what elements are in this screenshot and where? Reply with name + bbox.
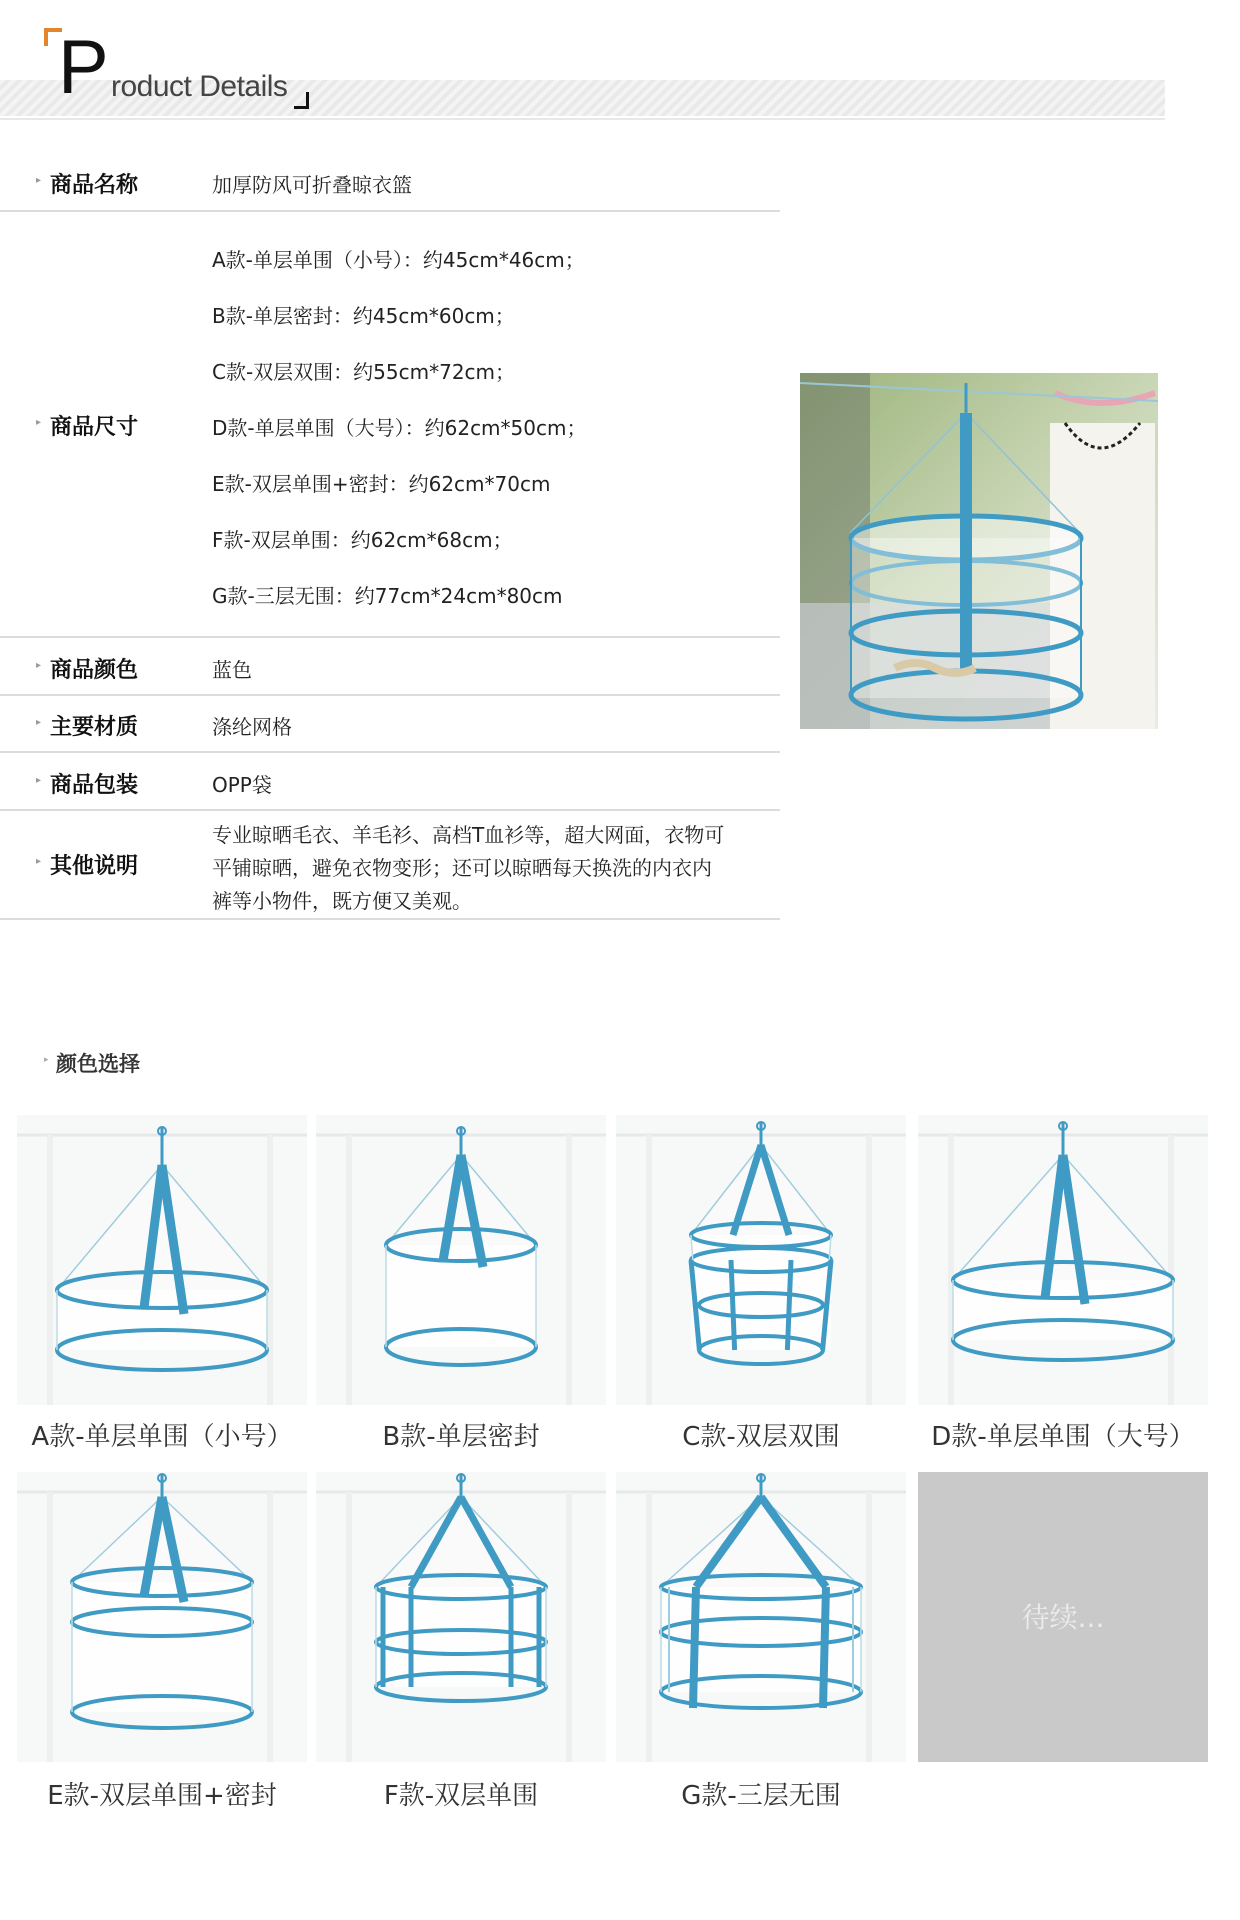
variant-a-image[interactable]	[17, 1115, 307, 1405]
note-line: 裤等小物件，既方便又美观。	[212, 889, 472, 913]
size-line-f: F款-双层单围：约62cm*68cm；	[212, 528, 513, 552]
size-line-b: B款-单层密封：约45cm*60cm；	[212, 304, 515, 328]
variant-d-caption: D款-单层单围（大号）	[931, 1422, 1195, 1452]
spec-value-color: 蓝色	[212, 658, 252, 682]
product-photo	[800, 373, 1158, 729]
header-title-initial: P	[58, 25, 109, 110]
size-line-g: G款-三层无围：约77cm*24cm*80cm	[212, 584, 563, 608]
size-line-e: E款-双层单围+密封：约62cm*70cm	[212, 472, 551, 496]
spec-label-note: ▸ 其他说明	[50, 849, 138, 880]
corner-bracket-end-icon	[294, 92, 309, 109]
variant-f-caption: F款-双层单围	[383, 1781, 539, 1811]
spec-value-material: 涤纶网格	[212, 715, 292, 739]
spec-label-name: ▸ 商品名称	[50, 168, 138, 199]
product-details-header	[0, 0, 1165, 122]
row-divider	[0, 694, 780, 696]
variant-c-caption: C款-双层双围	[682, 1422, 840, 1452]
variant-e-image[interactable]	[17, 1472, 307, 1762]
header-divider	[0, 118, 1165, 120]
size-line-a: A款-单层单围（小号）：约45cm*46cm；	[212, 248, 585, 272]
size-line-d: D款-单层单围（大号）：约62cm*50cm；	[212, 416, 587, 440]
variant-d-image[interactable]	[918, 1115, 1208, 1405]
row-divider	[0, 809, 780, 811]
variant-c-image[interactable]	[616, 1115, 906, 1405]
basket-illustration	[918, 1115, 1208, 1405]
basket-illustration	[17, 1472, 307, 1762]
spec-label-size: ▸ 商品尺寸	[50, 410, 138, 441]
variant-b-image[interactable]	[316, 1115, 606, 1405]
variant-g-caption: G款-三层无围	[681, 1781, 841, 1811]
basket-illustration	[316, 1472, 606, 1762]
note-line: 专业晾晒毛衣、羊毛衫、高档T血衫等，超大网面，衣物可	[212, 823, 725, 847]
variant-g-image[interactable]	[616, 1472, 906, 1762]
basket-illustration	[616, 1472, 906, 1762]
spec-label-package: ▸ 商品包装	[50, 768, 138, 799]
spec-label-material: ▸ 主要材质	[50, 710, 138, 741]
to-be-continued-tile	[918, 1472, 1208, 1762]
variant-f-image[interactable]	[316, 1472, 606, 1762]
row-divider	[0, 918, 780, 920]
header-title-rest: roduct Details	[111, 70, 288, 103]
variant-b-caption: B款-单层密封	[382, 1422, 540, 1452]
basket-illustration	[17, 1115, 307, 1405]
spec-value-name: 加厚防风可折叠晾衣篮	[212, 173, 412, 197]
row-divider	[0, 210, 780, 212]
spec-label-color: ▸ 商品颜色	[50, 653, 138, 684]
basket-illustration	[616, 1115, 906, 1405]
color-selection-title: ▸ 颜色选择	[56, 1048, 140, 1078]
row-divider	[0, 636, 780, 638]
variant-a-caption: A款-单层单围（小号）	[31, 1422, 293, 1452]
size-line-c: C款-双层双围：约55cm*72cm；	[212, 360, 516, 384]
variant-e-caption: E款-双层单围+密封	[47, 1781, 277, 1811]
note-line: 平铺晾晒，避免衣物变形；还可以晾晒每天换洗的内衣内	[212, 856, 712, 880]
to-be-continued-text: 待续...	[1021, 1601, 1105, 1634]
row-divider	[0, 751, 780, 753]
basket-illustration	[316, 1115, 606, 1405]
spec-value-package: OPP袋	[212, 773, 272, 797]
